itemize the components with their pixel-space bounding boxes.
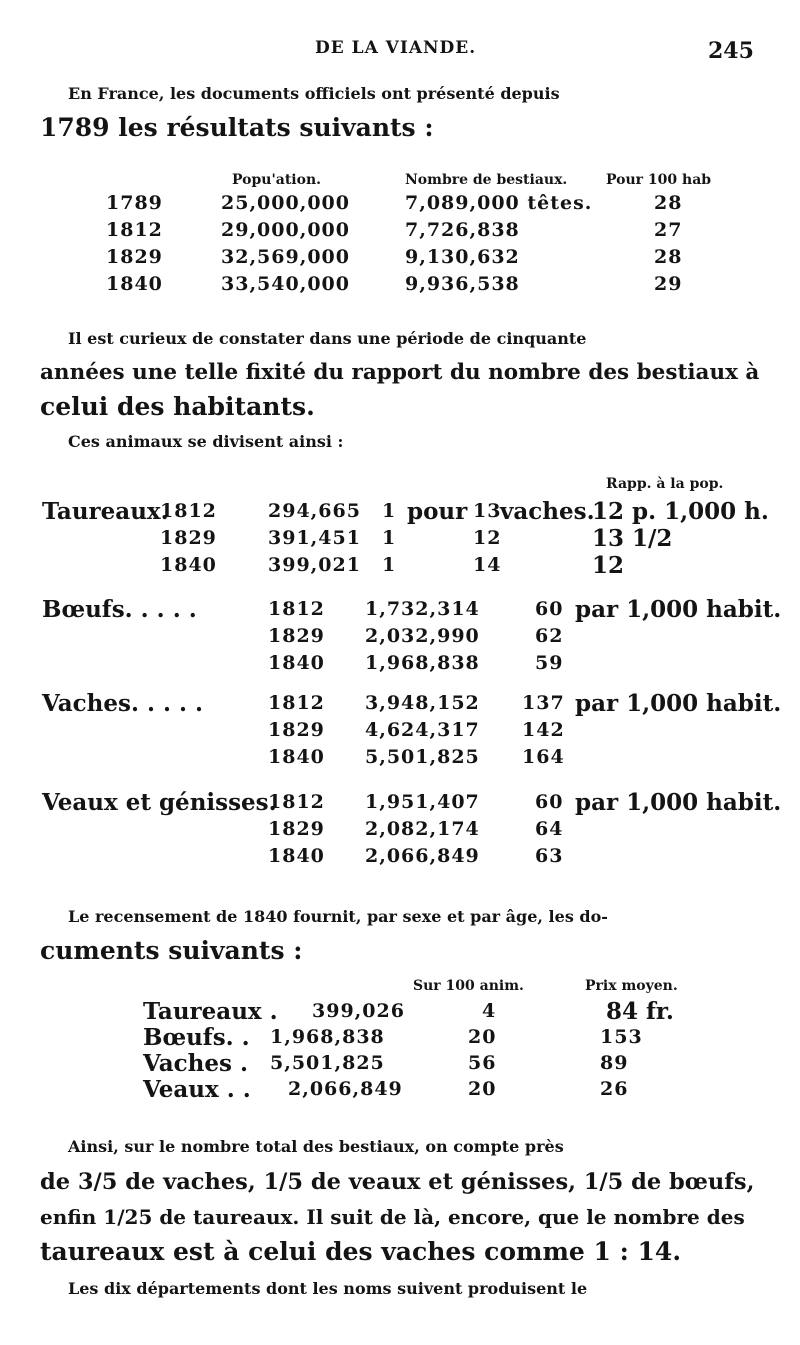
table1-header-population: Popu'ation.: [232, 172, 321, 188]
boeufs-ratio: 62: [535, 625, 564, 647]
intro-line-2: 1789 les résultats suivants :: [40, 113, 434, 142]
boeufs-suffix: par 1,000 habit.: [575, 596, 782, 623]
para4-line-4: taureaux est à celui des vaches comme 1 : 14.: [40, 1237, 682, 1266]
para3-line-2: cuments suivants :: [40, 936, 303, 965]
vaches-year: 1840: [268, 746, 325, 768]
table3-label: Vaches .: [143, 1050, 248, 1077]
table1-bestiaux: 7,726,838: [405, 219, 520, 241]
veaux-value: 2,082,174: [365, 818, 480, 840]
para4-line-3: enfin 1/25 de taureaux. Il suit de là, encore, que le nombre des: [40, 1205, 745, 1229]
veaux-label: Veaux et génisses.: [42, 789, 277, 816]
vaches-label: Vaches. . . . .: [42, 690, 204, 717]
table3-header-prix: Prix moyen.: [585, 978, 678, 994]
table3-value: 2,066,849: [288, 1078, 403, 1100]
table1-year: 1829: [106, 246, 163, 268]
table3-label: Veaux . .: [143, 1076, 251, 1103]
table1-population: 29,000,000: [221, 219, 350, 241]
table1-header-pour: Pour 100 hab: [606, 172, 712, 188]
boeufs-label: Bœufs. . . . .: [42, 596, 197, 623]
vaches-value: 4,624,317: [365, 719, 480, 741]
table3-label: Taureaux .: [143, 998, 278, 1025]
para4-line-5: Les dix départements dont les noms suivent produisent le: [68, 1279, 588, 1298]
vaches-ratio: 164: [522, 746, 565, 768]
boeufs-year: 1829: [268, 625, 325, 647]
table3-pct: 4: [482, 1000, 497, 1022]
para2-line-1: Il est curieux de constater dans une période de cinquante: [68, 329, 587, 348]
table3-pct: 56: [468, 1052, 497, 1074]
vaches-value: 3,948,152: [365, 692, 480, 714]
boeufs-year: 1812: [268, 598, 325, 620]
taureaux-value: 399,021: [268, 554, 361, 576]
table1-year: 1812: [106, 219, 163, 241]
table1-population: 25,000,000: [221, 192, 350, 214]
veaux-ratio: 64: [535, 818, 564, 840]
table1-bestiaux: 9,936,538: [405, 273, 520, 295]
para3-line-1: Le recensement de 1840 fournit, par sexe et par âge, les do-: [68, 907, 608, 926]
table1-pour: 28: [654, 246, 683, 268]
taureaux-pour: pour: [407, 498, 468, 525]
table3-value: 399,026: [312, 1000, 405, 1022]
taureaux-label: Taureaux.: [42, 498, 169, 525]
boeufs-value: 2,032,990: [365, 625, 480, 647]
boeufs-ratio: 59: [535, 652, 564, 674]
veaux-ratio: 63: [535, 845, 564, 867]
table3-prix: 26: [600, 1078, 629, 1100]
taureaux-ratio-b: 14: [473, 554, 502, 576]
taureaux-ratio-a: 1: [382, 554, 397, 576]
veaux-value: 2,066,849: [365, 845, 480, 867]
veaux-ratio: 60: [535, 791, 564, 813]
taureaux-ratio-a: 1: [382, 527, 397, 549]
taureaux-year: 1812: [160, 500, 217, 522]
table1-population: 32,569,000: [221, 246, 350, 268]
taureaux-ratio-b: 12: [473, 527, 502, 549]
taureaux-rapp: 12: [592, 552, 625, 579]
para4-line-2: de 3/5 de vaches, 1/5 de veaux et génisses, 1/5 de bœufs,: [40, 1169, 755, 1195]
vaches-ratio: 137: [522, 692, 565, 714]
table2-header-rapp: Rapp. à la pop.: [606, 476, 724, 492]
boeufs-value: 1,732,314: [365, 598, 480, 620]
veaux-year: 1829: [268, 818, 325, 840]
table1-bestiaux: 9,130,632: [405, 246, 520, 268]
table3-header-pct: Sur 100 anim.: [413, 978, 524, 994]
para2-line-3: celui des habitants.: [40, 392, 315, 421]
vaches-year: 1829: [268, 719, 325, 741]
veaux-year: 1840: [268, 845, 325, 867]
para2-line-4: Ces animaux se divisent ainsi :: [68, 432, 344, 451]
table3-value: 1,968,838: [270, 1026, 385, 1048]
taureaux-value: 294,665: [268, 500, 361, 522]
table3-prix: 84 fr.: [606, 998, 674, 1025]
boeufs-ratio: 60: [535, 598, 564, 620]
table1-pour: 29: [654, 273, 683, 295]
vaches-ratio: 142: [522, 719, 565, 741]
boeufs-year: 1840: [268, 652, 325, 674]
table3-prix: 153: [600, 1026, 643, 1048]
para4-line-1: Ainsi, sur le nombre total des bestiaux, on compte près: [68, 1137, 564, 1156]
table1-pour: 28: [654, 192, 683, 214]
chapter-title: DE LA VIANDE.: [315, 38, 477, 58]
boeufs-value: 1,968,838: [365, 652, 480, 674]
vaches-value: 5,501,825: [365, 746, 480, 768]
table3-value: 5,501,825: [270, 1052, 385, 1074]
taureaux-rapp: 12 p. 1,000 h.: [592, 498, 769, 525]
table3-pct: 20: [468, 1026, 497, 1048]
veaux-suffix: par 1,000 habit.: [575, 789, 782, 816]
taureaux-rapp: 13 1/2: [592, 525, 673, 552]
table1-header-bestiaux: Nombre de bestiaux.: [405, 172, 568, 188]
table1-population: 33,540,000: [221, 273, 350, 295]
taureaux-value: 391,451: [268, 527, 361, 549]
veaux-year: 1812: [268, 791, 325, 813]
table1-bestiaux: 7,089,000 têtes.: [405, 192, 593, 214]
vaches-suffix: par 1,000 habit.: [575, 690, 782, 717]
page-number: 245: [708, 38, 754, 64]
taureaux-ratio-b: 13: [473, 500, 502, 522]
table3-pct: 20: [468, 1078, 497, 1100]
intro-line-1: En France, les documents officiels ont présenté depuis: [68, 84, 560, 103]
para2-line-2: années une telle fixité du rapport du nombre des bestiaux à: [40, 360, 760, 385]
taureaux-year: 1840: [160, 554, 217, 576]
table3-prix: 89: [600, 1052, 629, 1074]
taureaux-ratio-a: 1: [382, 500, 397, 522]
table1-year: 1789: [106, 192, 163, 214]
table3-label: Bœufs. .: [143, 1024, 250, 1051]
vaches-year: 1812: [268, 692, 325, 714]
table1-pour: 27: [654, 219, 683, 241]
veaux-value: 1,951,407: [365, 791, 480, 813]
taureaux-year: 1829: [160, 527, 217, 549]
table1-year: 1840: [106, 273, 163, 295]
taureaux-vaches: vaches.: [500, 498, 595, 525]
